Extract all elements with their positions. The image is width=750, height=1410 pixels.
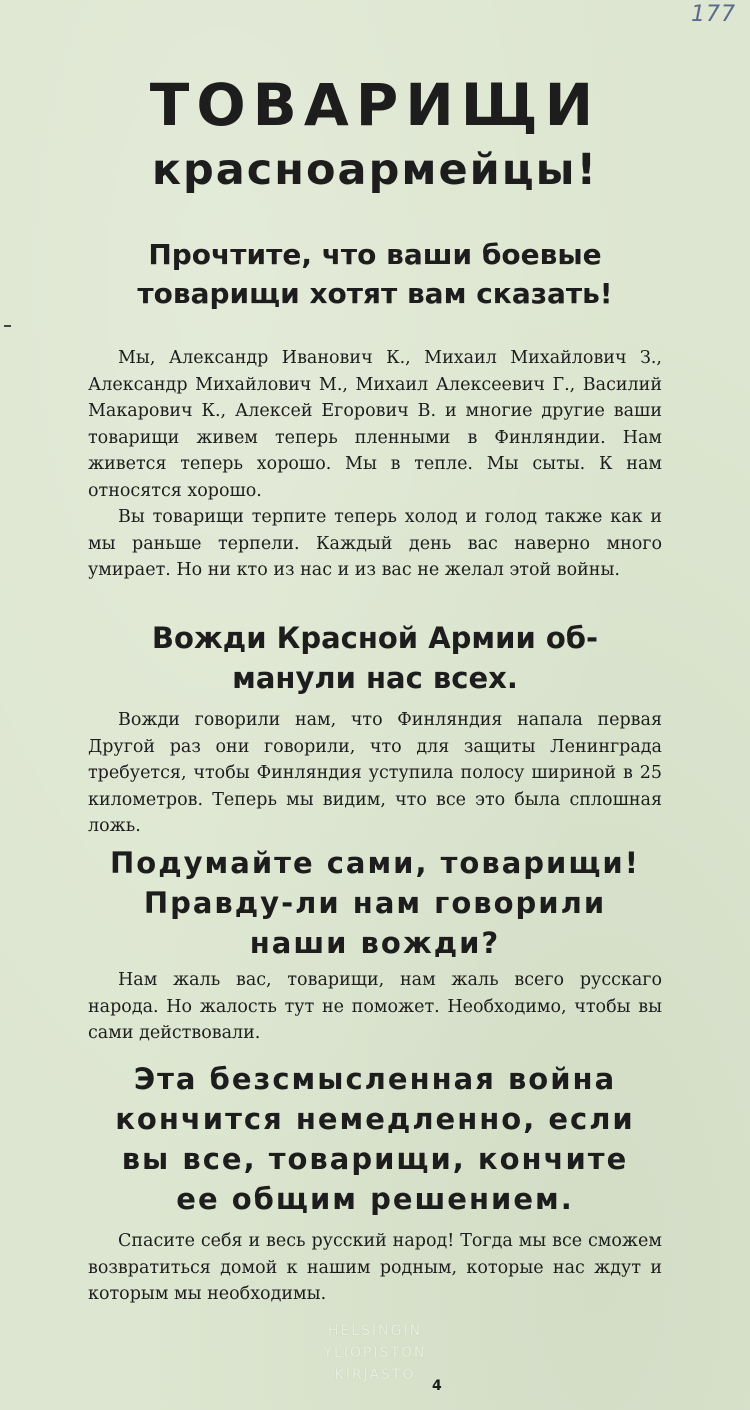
body-block-4 bbox=[88, 1228, 662, 1308]
heading-3-line-1: Эта безсмысленная война bbox=[133, 1062, 617, 1096]
heading-2-line-1: Подумайте сами, товарищи! bbox=[110, 846, 640, 880]
edge-mark bbox=[4, 325, 11, 327]
subtitle bbox=[0, 235, 750, 313]
body-block-1 bbox=[88, 345, 662, 584]
paragraph-1: Мы, Александр Иванович К., Михаил Михайлович З., Александр Михайлович М., Михаил Алексеевич Г., Василий Макарович К., Алексей Егорович В. и многие другие ваши товарищи живем теперь пленными в Финляндии. Нам живется теперь хорошо. Мы в тепле. Мы сыты. К нам относятся хорошо. bbox=[88, 348, 662, 501]
title-line-2: красноармейцы! bbox=[151, 145, 599, 195]
title-line-1: ТОВАРИЩИ bbox=[149, 71, 601, 139]
subtitle-line-2: товарищи хотят вам сказать! bbox=[137, 277, 613, 310]
heading-leaders-deceived bbox=[0, 618, 750, 698]
paragraph-3: Вожди говорили нам, что Финляндия напала первая Другой раз они говорили, что для защиты Ленинграда требуется, чтобы Финляндия уступила полосу шириной в 25 километров. Теперь мы видим, что все это была сплошная ложь. bbox=[88, 710, 662, 836]
paragraph-2: Вы товарищи терпите теперь холод и голод также как и мы раньше терпели. Каждый день вас наверно много умирает. Но ни кто из нас и из вас не желал этой войны. bbox=[88, 507, 662, 580]
heading-think-yourselves bbox=[0, 843, 750, 963]
library-stamp bbox=[0, 1320, 750, 1386]
heading-3-line-3: вы все, товарищи, кончите bbox=[121, 1142, 629, 1176]
heading-senseless-war bbox=[0, 1059, 750, 1219]
body-block-3 bbox=[88, 967, 662, 1047]
stamp-line-1: HELSINGIN bbox=[327, 1323, 423, 1339]
heading-3-line-2: кончится немедленно, если bbox=[115, 1102, 635, 1136]
heading-2-line-3: наши вожди? bbox=[249, 926, 501, 960]
page-number: 4 bbox=[432, 1378, 442, 1394]
heading-1-line-1: Вожди Красной Армии об- bbox=[151, 621, 599, 655]
heading-2-line-2: Правду-ли нам говорили bbox=[143, 886, 607, 920]
paragraph-5: Спасите себя и весь русский народ! Тогда мы все сможем возвратиться домой к нашим родным, которые нас ждут и которым мы необходимы. bbox=[88, 1231, 662, 1304]
stamp-line-2: YLIOPISTON bbox=[323, 1345, 427, 1361]
subtitle-line-1: Прочтите, что ваши боевые bbox=[148, 238, 602, 271]
archive-number: 177 bbox=[691, 2, 736, 27]
body-block-2 bbox=[88, 707, 662, 840]
paragraph-4: Нам жаль вас, товарищи, нам жаль всего русскаго народа. Но жалость тут не поможет. Необходимо, чтобы вы сами действовали. bbox=[88, 970, 662, 1043]
stamp-line-3: KIRJASTO bbox=[334, 1367, 416, 1383]
heading-1-line-2: манули нас всех. bbox=[232, 661, 518, 695]
heading-3-line-4: ее общим решением. bbox=[176, 1182, 574, 1216]
